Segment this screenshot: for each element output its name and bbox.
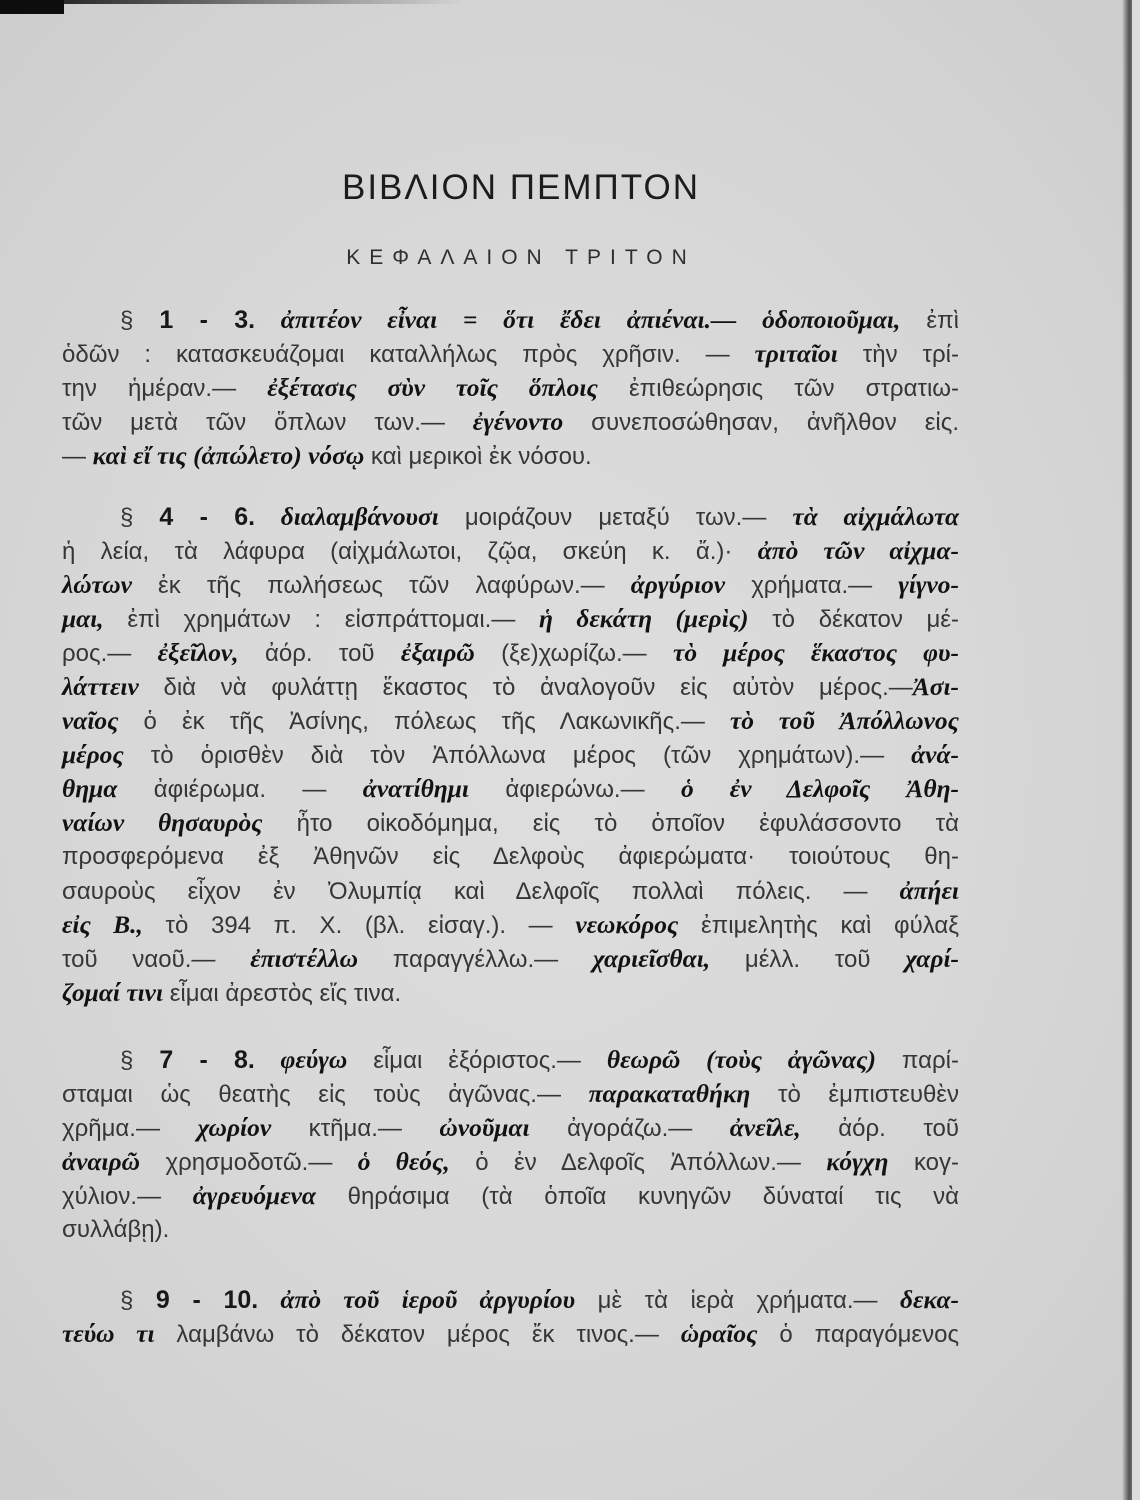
gloss: παραγγέλλω.— — [358, 946, 593, 973]
gloss: ἀόρ. τοῦ — [800, 1115, 959, 1142]
text-line — [62, 337, 960, 371]
text-line — [62, 371, 960, 405]
section-sign: § — [120, 1047, 160, 1074]
text-line — [62, 1077, 960, 1111]
gloss: ὁ παραγόμενος — [757, 1321, 960, 1348]
headword: θεωρῶ (τοὺς ἀγῶνας) — [606, 1045, 876, 1074]
gloss: ἡ λεία, τὰ λάφυρα (αἰχμάλωτοι, ζῷα, σκεύη κ. ἄ.)· — [62, 538, 758, 565]
gloss: μὲ τὰ ἱερὰ χρήματα.— — [575, 1287, 900, 1314]
text-line — [62, 670, 960, 704]
headword: ἐπιστέλλω — [250, 944, 358, 973]
headword: χαρί- — [905, 944, 960, 973]
text-line — [62, 1111, 960, 1145]
line-text — [62, 670, 959, 705]
headword: φεύγω — [254, 1045, 348, 1074]
text-line — [62, 500, 960, 534]
gloss: χρησμοδοτῶ.— — [140, 1149, 358, 1176]
gloss: ρος.— — [62, 640, 158, 667]
headword: ἀνατίθημι — [362, 774, 469, 803]
line-text — [62, 568, 959, 603]
text-line — [62, 1043, 960, 1077]
line-text — [62, 534, 959, 569]
section-sign: § — [120, 504, 160, 531]
text-line — [62, 738, 960, 772]
text-line — [62, 439, 960, 473]
text-line — [62, 405, 960, 439]
headword: ἀναιρῶ — [62, 1147, 141, 1176]
gloss: κτῆμα.— — [271, 1115, 440, 1142]
gloss: (ξε)χωρίζω.— — [474, 640, 674, 667]
line-text — [62, 1317, 959, 1352]
text-line — [62, 874, 960, 908]
text-line — [62, 976, 960, 1010]
headword: τὰ αἰχμάλωτα — [792, 502, 960, 531]
headword: μαι, — [62, 604, 104, 633]
line-text — [62, 1077, 959, 1112]
text-line — [62, 636, 960, 670]
gloss: ἀφιέρωμα. — — [117, 776, 363, 803]
gloss: συλλάβῃ). — [62, 1216, 170, 1243]
gloss: καὶ μερικοὶ ἐκ νόσου. — [364, 443, 592, 470]
headword: ἐξέτασις σὺν τοῖς ὅπλοις — [267, 373, 598, 402]
gloss: εἶμαι ἐξόριστος.— — [347, 1047, 607, 1074]
gloss: τὸ ὁρισθὲν διὰ τὸν Ἀπόλλωνα μέρος (τῶν χρημάτων).— — [123, 742, 912, 769]
gloss: θηράσιμα (τὰ ὁποῖα κυνηγῶν δύναταί τις νὰ — [316, 1183, 959, 1210]
headword: τὸ τοῦ Ἀπόλλωνος — [729, 706, 959, 735]
headword: ἐξεῖλον, — [157, 638, 239, 667]
headword: Ἀσι- — [912, 672, 959, 701]
headword: ἡ δεκάτη (μερὶς) — [539, 604, 749, 633]
gloss: εἶμαι ἀρεστὸς εἴς τινα. — [163, 980, 402, 1007]
gloss: χύλιον.— — [62, 1183, 193, 1210]
section-sign: § — [120, 1287, 156, 1314]
text-line — [62, 908, 960, 942]
gloss: ὁ ἐν Δελφοῖς Ἀπόλλων.— — [449, 1149, 827, 1176]
text-line — [62, 704, 960, 738]
headword: παρακαταθήκη — [588, 1079, 751, 1108]
headword: χωρίον — [197, 1113, 272, 1142]
section-number: 9 - 10. — [155, 1286, 259, 1314]
gloss: ἐπὶ — [900, 307, 959, 334]
headword: κόγχη — [826, 1147, 889, 1176]
section-sign: § — [120, 307, 160, 334]
headword: ἀργύριον — [630, 570, 726, 599]
line-text — [62, 908, 959, 943]
section-number: 7 - 8. — [159, 1046, 255, 1074]
text-line — [62, 1283, 960, 1317]
line-text — [62, 1145, 959, 1180]
section-number: 1 - 3. — [159, 306, 256, 334]
text-line — [62, 1317, 960, 1351]
gloss: τῶν μετὰ τῶν ὅπλων των.— — [62, 409, 473, 436]
text-line — [62, 1213, 960, 1247]
line-text — [62, 704, 959, 739]
headword: ζομαί τινι — [62, 978, 164, 1007]
text-line — [62, 840, 960, 874]
commentary-paragraph — [62, 500, 960, 1010]
line-text — [62, 371, 959, 406]
headword: ὁ ἐν Δελφοῖς Ἀθη- — [681, 774, 960, 803]
headword: ἀνεῖλε, — [729, 1113, 801, 1142]
line-text — [62, 976, 401, 1011]
book-title: ΒΙΒΛΙΟΝ ΠΕΜΠΤΟΝ — [341, 168, 701, 207]
text-line — [62, 534, 960, 568]
gloss: ἦτο οἰκοδόμημα, εἰς τὸ ὁποῖον ἐφυλάσσοντο τὰ — [262, 810, 960, 837]
gloss: σαυροὺς εἶχον ἐν Ὀλυμπίᾳ καὶ Δελφοῖς πολλαὶ πόλεις. — — [62, 878, 900, 905]
gloss: ὁδῶν : κατασκευάζομαι καταλλήλως πρὸς χρῆσιν. — — [62, 341, 755, 368]
line-text — [62, 1213, 169, 1247]
line-text — [62, 405, 959, 440]
headword: ναῖος — [62, 706, 119, 735]
line-text — [120, 1283, 959, 1318]
text-line — [62, 602, 960, 636]
headword: τὸ μέρος ἕκαστος φυ- — [673, 638, 959, 667]
gloss: συνεποσώθησαν, ἀνῆλθον εἰς. — [563, 409, 959, 436]
text-line — [62, 568, 960, 602]
scan-edge-shadow — [1122, 0, 1132, 1500]
line-text — [62, 874, 959, 909]
gloss: διὰ νὰ φυλάττῃ ἕκαστος τὸ ἀναλογοῦν εἰς αὐτὸν μέρος.— — [138, 674, 913, 701]
gloss: ἐπὶ χρημάτων : εἰσπράττομαι.— — [103, 606, 540, 633]
text-line — [62, 1179, 960, 1213]
gloss: κογ- — [888, 1149, 959, 1176]
headword: ναίων θησαυρὸς — [62, 808, 263, 837]
gloss: χρῆμα.— — [62, 1115, 198, 1142]
gloss: τὴν τρί- — [837, 341, 959, 368]
gloss: σταμαι ὡς θεατὴς εἰς τοὺς ἀγῶνας.— — [62, 1081, 589, 1108]
headword: εἰς Β., — [62, 910, 143, 939]
line-text — [62, 439, 592, 474]
headword: τριταῖοι — [754, 339, 838, 368]
line-text — [120, 1043, 959, 1078]
gloss: ἐπιμελητὴς καὶ φύλαξ — [678, 912, 959, 939]
gloss: ἀόρ. τοῦ — [238, 640, 401, 667]
line-text — [120, 303, 959, 338]
headword: δεκα- — [900, 1285, 959, 1314]
commentary-paragraph — [62, 1043, 960, 1247]
line-text — [62, 840, 959, 874]
headword: λάττειν — [62, 672, 139, 701]
headword: ἀπήει — [899, 876, 959, 905]
gloss: — — [62, 443, 93, 470]
headword: ἀνά- — [911, 740, 959, 769]
headword: μέρος — [62, 740, 124, 769]
headword: ἀπὸ τοῦ ἱεροῦ ἀργυρίου — [258, 1285, 576, 1314]
text-line — [62, 772, 960, 806]
gloss: χρήματα.— — [725, 572, 899, 599]
headword: γίγνο- — [898, 570, 959, 599]
headword: ἐγένοντο — [472, 407, 564, 436]
headword: τεύω τι — [62, 1319, 155, 1348]
gloss: παρί- — [875, 1047, 959, 1074]
headword: νεωκόρος — [575, 910, 679, 939]
headword: ὡραῖος — [680, 1319, 758, 1348]
gloss: ἀφιερώνω.— — [468, 776, 681, 803]
gloss: ὁ ἐκ τῆς Ἀσίνης, πόλεως τῆς Λακωνικῆς.— — [118, 708, 730, 735]
gloss: ἐπιθεώρησις τῶν στρατιω- — [597, 375, 960, 402]
gloss: προσφερόμενα ἐξ Ἀθηνῶν εἰς Δελφοὺς ἀφιερώματα· τοιούτους θη- — [62, 843, 959, 870]
gloss: τοῦ ναοῦ.— — [62, 946, 251, 973]
gloss: τὸ ἐμπιστευθὲν — [750, 1081, 959, 1108]
line-text — [62, 1111, 959, 1146]
gloss: ἐκ τῆς πωλήσεως τῶν λαφύρων.— — [131, 572, 631, 599]
gloss: ἀγοράζω.— — [529, 1115, 730, 1142]
text-line — [62, 806, 960, 840]
gloss: λαμβάνω τὸ δέκατον μέρος ἔκ τινος.— — [154, 1321, 681, 1348]
headword: ἀπὸ τῶν αἰχμα- — [757, 536, 959, 565]
headword: λώτων — [62, 570, 132, 599]
headword: ἀπιτέον εἶναι = ὅτι ἔδει ἀπιέναι.— ὁδοποιοῦμαι, — [255, 305, 901, 334]
scan-right-margin — [1132, 0, 1140, 1500]
text-line — [62, 942, 960, 976]
headword: διαλαμβάνουσι — [255, 502, 439, 531]
section-number: 4 - 6. — [159, 503, 256, 531]
line-text — [62, 942, 959, 977]
headword: χαριεῖσθαι, — [592, 944, 711, 973]
scan-top-edge — [64, 0, 464, 4]
headword: θημα — [62, 774, 118, 803]
scan-dark-corner — [0, 0, 64, 14]
line-text — [62, 636, 959, 671]
commentary-body — [62, 303, 960, 1351]
gloss: τὸ δέκατον μέ- — [748, 606, 960, 633]
headword: ἐξαιρῶ — [400, 638, 475, 667]
gloss: μέλλ. τοῦ — [710, 946, 906, 973]
headword: ἀγρευόμενα — [192, 1181, 316, 1210]
headword: ὁ θεός, — [357, 1147, 450, 1176]
text-line — [62, 1145, 960, 1179]
line-text — [62, 806, 959, 841]
line-text — [62, 337, 959, 372]
gloss: τὸ 394 π. Χ. (βλ. εἰσαγ.). — — [142, 912, 576, 939]
commentary-paragraph — [62, 303, 960, 473]
line-text — [62, 602, 959, 637]
gloss: μοιράζουν μεταξύ των.— — [438, 504, 793, 531]
gloss: την ἡμέραν.— — [62, 375, 268, 402]
headword: ὠνοῦμαι — [439, 1113, 530, 1142]
text-line — [62, 303, 960, 337]
headword: καὶ εἴ τις (ἀπώλετο) νόσῳ — [92, 441, 365, 470]
line-text — [62, 738, 959, 773]
line-text — [62, 772, 959, 807]
chapter-title: ΚΕΦΑΛΑΙΟΝ ΤΡΙΤΟΝ — [346, 246, 696, 269]
line-text — [120, 500, 959, 535]
line-text — [62, 1179, 959, 1214]
commentary-paragraph — [62, 1283, 960, 1351]
